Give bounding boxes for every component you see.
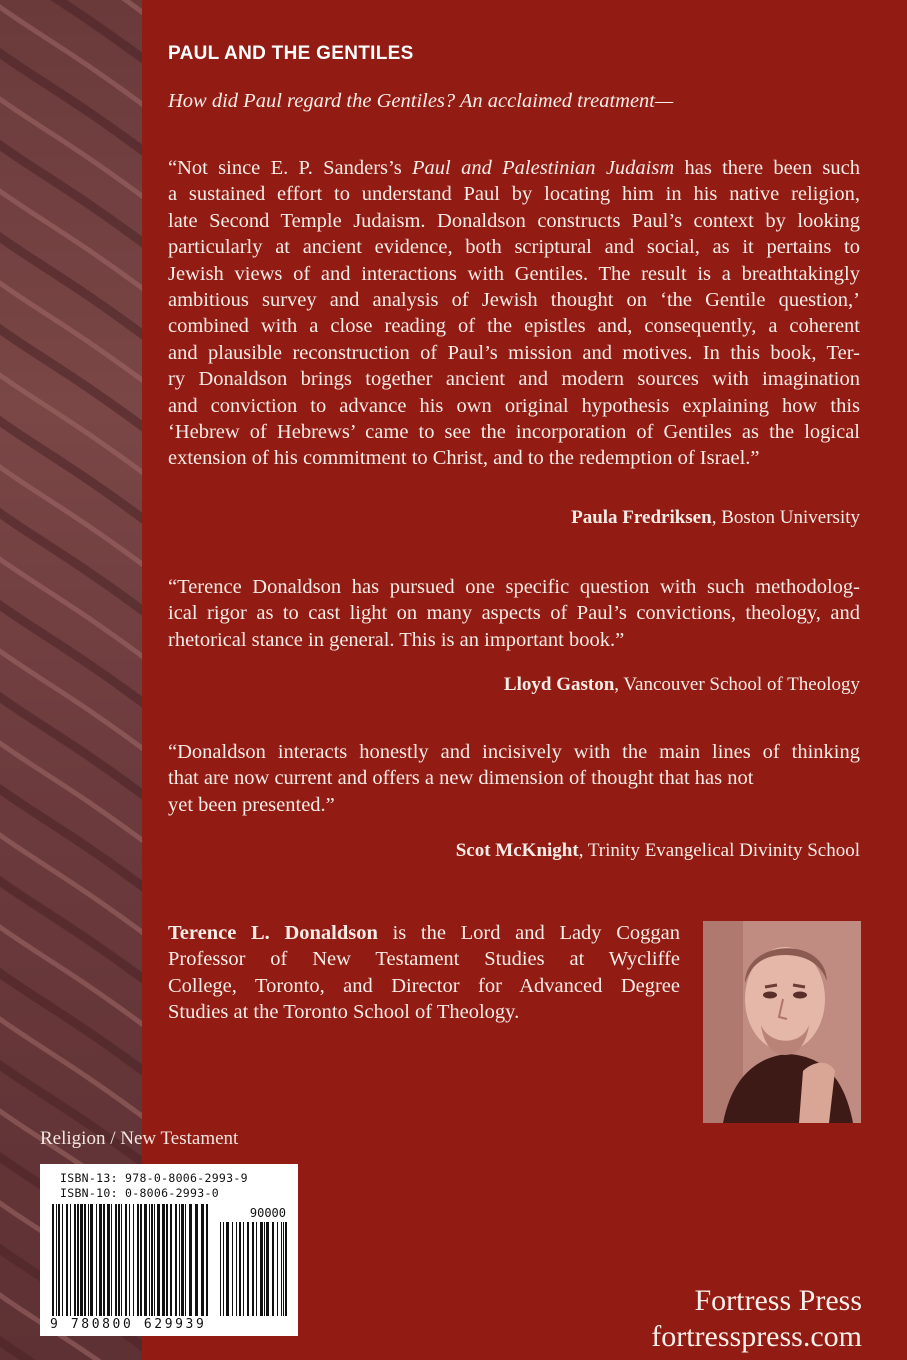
quote-line: “Terence Donaldson has pursued one specific question with such methodolog- [168,576,860,598]
barcode-bar [84,1204,86,1316]
barcode-bar [201,1204,204,1316]
sand-ridge [0,736,142,846]
barcode-bar [256,1222,257,1316]
quote-line: and plausible reconstruction of Paul’s mission and motives. In this book, Ter- [168,341,860,364]
barcode-bar [223,1222,224,1316]
endorser-affiliation: , Trinity Evangelical Divinity School [578,840,860,861]
quote-line: late Second Temple Judaism. Donaldson constructs Paul’s context by looking [168,209,860,232]
sand-ridge [0,598,142,708]
sand-ridges-image [0,0,142,1360]
spine-texture [0,0,142,1360]
barcode-bar [181,1204,184,1316]
ean-digits: 9 780800 629939 [50,1317,207,1332]
publisher-block [651,1283,862,1355]
sand-ridge [0,184,142,294]
barcode-bar [149,1204,150,1316]
barcode-bar [283,1222,284,1316]
barcode-bar [252,1222,254,1316]
barcode-bar [285,1222,287,1316]
barcode-bar [52,1204,54,1316]
quote-line: extension of his commitment to Christ, and to the redemption of Israel.” [168,447,760,470]
barcode-bar [90,1204,93,1316]
quote-line: rhetorical stance in general. This is an important book.” [168,628,625,651]
barcode-bar [129,1204,130,1316]
sand-ridge [0,920,142,1030]
endorsement-quote-2 [168,574,860,653]
barcode-bar [195,1204,198,1316]
publisher-name: Fortress Press [694,1284,862,1317]
book-title: PAUL AND THE GENTILES [168,43,414,64]
quote-line: a sustained effort to understand Paul by locating him in his native religion, [168,183,860,206]
quote-line: ‘Hebrew of Hebrews’ came to see the incorporation of Gentiles as the logical [168,421,860,444]
barcode-bar [232,1222,233,1316]
endorsement-attribution-1 [571,507,860,529]
barcode-bar [74,1204,76,1316]
endorser-name: Scot McKnight [455,840,579,861]
quote-line: “Not since E. P. Sanders’s Paul and Palestinian Judaism has there been such [168,157,860,179]
sand-ridge [0,690,142,800]
sand-ridge [0,966,142,1076]
sand-ridge [0,368,142,478]
barcode-bar [80,1204,83,1316]
quote-line: ry Donaldson brings together ancient and modern sources with imagination [168,368,860,391]
quote-line: particularly at ancient evidence, both scriptural and social, as it pertains to [168,236,860,259]
sand-ridge [0,828,142,938]
book-reference: Paul and Palestinian Judaism [412,157,675,179]
endorsement-quote-3 [168,739,860,818]
barcode-bar [118,1204,120,1316]
price-code: 90000 [249,1206,286,1220]
quote-line: “Donaldson interacts honestly and incisively with the main lines of thinking [168,741,860,763]
endorser-name: Paula Fredriksen [571,507,712,528]
barcode-bar [140,1204,142,1316]
barcode-bar [272,1222,274,1316]
quote-line: and conviction to advance his own original hypothesis explaining how this [168,394,860,417]
barcode-bar [58,1204,60,1316]
quote-line: yet been presented.” [168,793,335,816]
barcode-bar [154,1204,155,1316]
barcode-bar [189,1204,192,1316]
author-name: Terence L. Donaldson [168,922,378,944]
quote-line: ical rigor as to cast light on many aspects of Paul’s convictions, theology, and [168,602,860,625]
barcode-bar [162,1204,165,1316]
sand-ridge [0,460,142,570]
sand-ridge [0,92,142,202]
publisher-url: fortresspress.com [651,1320,862,1353]
sand-ridge [0,874,142,984]
author-photo [703,921,861,1123]
endorser-affiliation: , Vancouver School of Theology [614,674,860,695]
barcode-bar [236,1222,237,1316]
sand-ridge [0,644,142,754]
endorsement-attribution-3 [456,840,860,862]
barcode-bar [277,1222,278,1316]
barcode-bar [166,1204,168,1316]
barcode-bar [70,1204,71,1316]
barcode-bar [206,1204,208,1316]
quote-line: Jewish views of and interactions with Gentiles. The result is a breathtakingly [168,262,860,285]
barcode-bar [243,1222,244,1316]
barcode-bar [137,1204,139,1316]
sand-ridge [0,0,142,110]
barcode-bar [220,1222,221,1316]
barcode-bar [96,1204,97,1316]
barcode-bar [247,1222,249,1316]
sand-ridge [0,506,142,616]
bio-line: Terence L. Donaldson is the Lord and Lady Coggan [168,922,681,944]
barcode-bar [107,1204,110,1316]
author-bio [168,920,680,1026]
barcode-bar [133,1204,134,1316]
bio-line: Professor of New Testament Studies at Wycliffe [168,948,680,971]
barcode-bar [185,1204,186,1316]
barcode-bar [151,1204,153,1316]
sand-ridge [0,1334,142,1360]
quote-line: that are now current and offers a new dimension of thought that has not [168,767,754,790]
barcode-bar [157,1204,160,1316]
sand-ridge [0,230,142,340]
sand-ridge [0,1012,142,1122]
barcode-bar [62,1204,63,1316]
barcode-bar [111,1204,112,1316]
barcode-bar [260,1222,263,1316]
barcode-bar [239,1222,241,1316]
barcode-bar [115,1204,117,1316]
barcode-bar [179,1204,180,1316]
sand-ridge [0,1058,142,1168]
sand-ridge [0,552,142,662]
bio-line: College, Toronto, and Director for Advanced Degree [168,974,680,997]
endorsement-quote-1 [168,155,860,472]
endorsement-attribution-2 [504,674,860,696]
barcode-bar [121,1204,122,1316]
sand-ridge [0,138,142,248]
barcode-bar [144,1204,147,1316]
category-label: Religion / New Testament [40,1128,239,1149]
sand-ridge [0,414,142,524]
barcode-bar [99,1204,102,1316]
barcode-bar [266,1222,269,1316]
barcode-bar [170,1204,172,1316]
endorser-name: Lloyd Gaston [503,674,615,695]
sand-ridge [0,322,142,432]
barcode-bar [281,1222,282,1316]
barcode-label [40,1164,298,1336]
barcode-bar [125,1204,127,1316]
quote-line: combined with a close reading of the epistles and, consequently, a coherent [168,315,860,338]
barcode-bar [103,1204,105,1316]
barcode-bars [40,1164,298,1336]
barcode-bar [264,1222,265,1316]
barcode-bar [175,1204,177,1316]
barcode-bar [88,1204,89,1316]
isbn13-text: ISBN-13: 978-0-8006-2993-9 [60,1171,248,1185]
sand-ridge [0,46,142,156]
sand-ridge [0,782,142,892]
quote-line: ambitious survey and analysis of Jewish thought on ‘the Gentile question,’ [168,289,860,312]
barcode-bar [66,1204,68,1316]
author-portrait-image [703,921,861,1123]
isbn10-text: ISBN-10: 0-8006-2993-0 [60,1186,219,1200]
endorser-affiliation: , Boston University [711,507,860,528]
tagline: How did Paul regard the Gentiles? An acclaimed treatment— [168,90,674,112]
barcode-bar [226,1222,229,1316]
barcode-bar [56,1204,57,1316]
bio-line: Studies at the Toronto School of Theology. [168,1001,520,1024]
sand-ridge [0,276,142,386]
barcode-bar [77,1204,79,1316]
